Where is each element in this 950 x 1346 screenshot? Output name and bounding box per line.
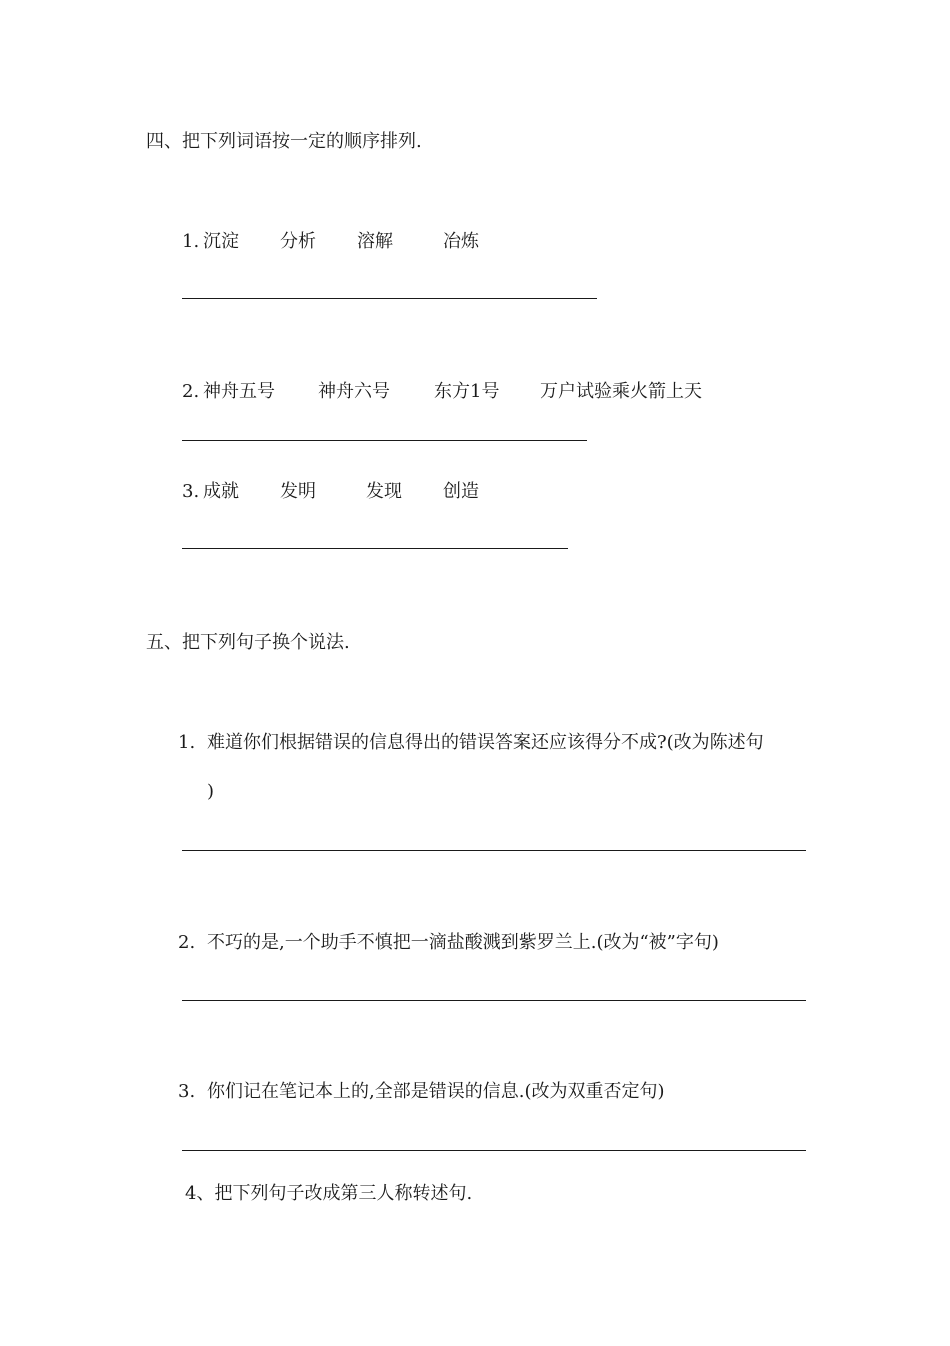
- item-2-word-3: 东方1号: [434, 381, 500, 402]
- item-3-word-1: 成就: [203, 481, 239, 502]
- question-4-text: 4、把下列句子改成第三人称转述句.: [185, 1183, 473, 1204]
- question-3-text: 你们记在笔记本上的,全部是错误的信息.(改为双重否定句): [207, 1081, 665, 1102]
- item-1-word-4: 冶炼: [443, 231, 479, 252]
- item-3-word-2: 发明: [280, 481, 316, 502]
- item-2-word-2: 神舟六号: [318, 381, 390, 402]
- question-1-text-continued: ): [207, 781, 215, 802]
- item-2-word-4: 万户试验乘火箭上天: [540, 381, 702, 402]
- question-1-text: 难道你们根据错误的信息得出的错误答案还应该得分不成?(改为陈述句: [207, 732, 764, 753]
- question-3-answer-line[interactable]: [182, 1150, 806, 1151]
- question-3-number: 3.: [178, 1081, 196, 1102]
- item-3-word-4: 创造: [443, 481, 479, 502]
- item-2-number: 2.: [182, 381, 200, 402]
- question-1-number: 1.: [178, 732, 196, 753]
- section-5-heading: 五、把下列句子换个说法.: [146, 632, 350, 653]
- item-1-word-3: 溶解: [357, 231, 393, 252]
- item-3-answer-line[interactable]: [182, 548, 568, 549]
- item-1-answer-line[interactable]: [182, 298, 597, 299]
- item-3-word-3: 发现: [366, 481, 402, 502]
- item-2-word-1: 神舟五号: [203, 381, 275, 402]
- question-2-text: 不巧的是,一个助手不慎把一滴盐酸溅到紫罗兰上.(改为“被”字句): [207, 932, 719, 953]
- item-1-number: 1.: [182, 231, 200, 252]
- question-1-answer-line[interactable]: [182, 850, 806, 851]
- item-1-word-2: 分析: [280, 231, 316, 252]
- item-2-answer-line[interactable]: [182, 440, 587, 441]
- item-1-word-1: 沉淀: [203, 231, 239, 252]
- question-2-number: 2.: [178, 932, 196, 953]
- item-3-number: 3.: [182, 481, 200, 502]
- section-4-heading: 四、把下列词语按一定的顺序排列.: [146, 131, 422, 152]
- question-2-answer-line[interactable]: [182, 1000, 806, 1001]
